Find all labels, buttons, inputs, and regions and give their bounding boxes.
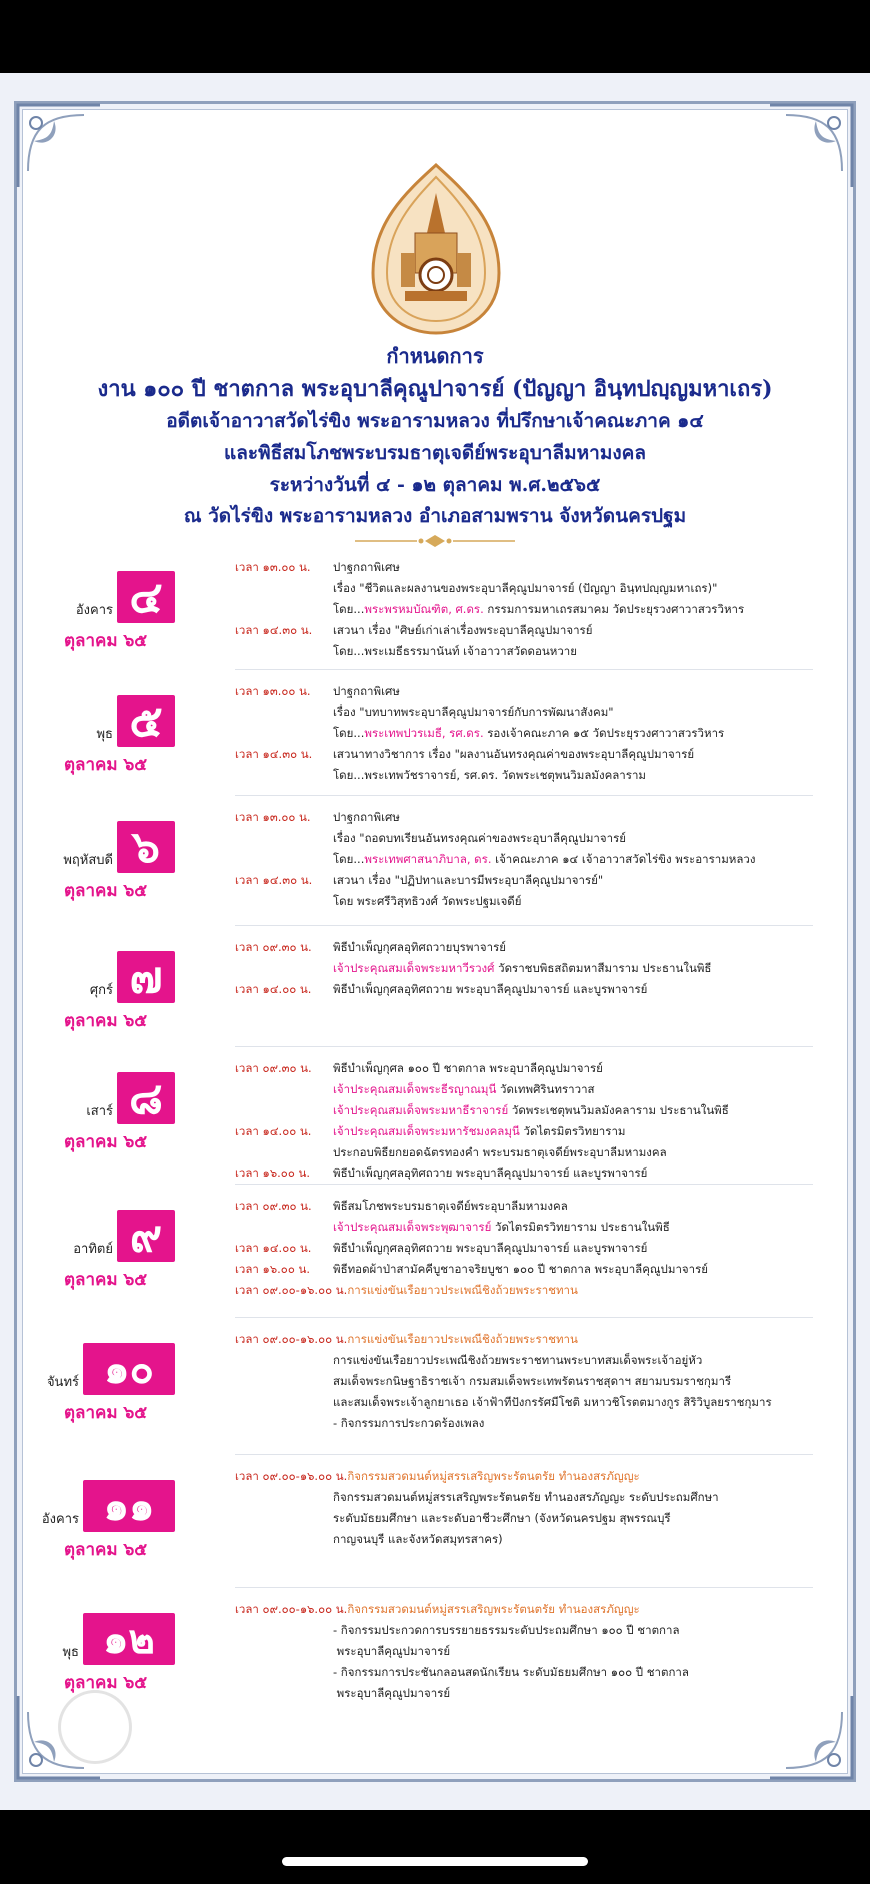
highlight-text: การแข่งขันเรือยาวประเพณีชิงถ้วยพระราชทาน — [347, 1283, 578, 1297]
schedule-line — [235, 1664, 689, 1680]
schedule-text: พิธีสมโภชพระบรมธาตุเจดีย์พระอุบาลีมหามงคล — [333, 1199, 568, 1213]
day-name: พฤหัสบดี — [63, 853, 113, 868]
schedule-line — [235, 1394, 772, 1410]
schedule-text: วัดพระเชตุพนวิมลมังคลาราม ประธานในพิธี — [508, 1103, 729, 1117]
month-label: ตุลาคม ๖๕ — [64, 881, 148, 901]
day-name: อาทิตย์ — [73, 1242, 113, 1257]
venue: ณ วัดไร่ขิง พระอารามหลวง อำเภอสามพราน จังหวัดนครปฐม — [183, 505, 687, 527]
schedule-text: เสวนา เรื่อง "ศิษย์เก่าเล่าเรื่องพระอุบาลีคุณูปมาจารย์ — [333, 623, 593, 637]
day-name: จันทร์ — [46, 1375, 79, 1390]
schedule-line — [235, 893, 522, 909]
schedule-line — [235, 1622, 680, 1638]
schedule-line — [235, 809, 400, 825]
schedule-line — [235, 1468, 640, 1484]
schedule-line — [235, 960, 711, 976]
day-number-badge: ๘ — [117, 1072, 175, 1124]
home-indicator[interactable] — [282, 1857, 588, 1866]
schedule-text: วัดไตรมิตรวิทยาราม — [519, 1124, 626, 1138]
time-label: เวลา ๑๔.๐๐ น. — [235, 1241, 312, 1255]
schedule-line — [235, 725, 724, 741]
schedule-text: โดย... — [333, 602, 365, 616]
time-label: เวลา ๐๙.๐๐-๑๖.๐๐ น. — [235, 1283, 348, 1297]
schedule-line — [235, 559, 400, 575]
time-label: เวลา ๑๖.๐๐ น. — [235, 1166, 311, 1180]
schedule-text: ปาฐกถาพิเศษ — [333, 684, 400, 698]
day-name: พุธ — [96, 727, 113, 742]
schedule-line — [235, 1102, 729, 1118]
schedule-line — [235, 1685, 450, 1701]
schedule-text: รองเจ้าคณะภาค ๑๕ วัดประยุรวงศาวาสวรวิหาร — [483, 726, 725, 740]
schedule-line — [235, 830, 626, 846]
separator — [235, 1184, 813, 1185]
day-number-badge: ๔ — [117, 571, 175, 623]
schedule-text: พิธีบำเพ็ญกุศลอุทิศถวายบุรพาจารย์ — [333, 940, 507, 954]
assistive-touch-button[interactable] — [58, 1690, 132, 1764]
month-label: ตุลาคม ๖๕ — [64, 1403, 148, 1423]
time-label: เวลา ๑๔.๓๐ น. — [235, 747, 313, 761]
schedule-line — [235, 643, 577, 659]
schedule-line — [235, 1643, 450, 1659]
schedule-line — [235, 1601, 640, 1617]
schedule-text: พระอุบาลีคุณูปมาจารย์ — [333, 1644, 451, 1658]
day-name: พุธ — [62, 1645, 79, 1660]
schedule-line — [235, 1123, 625, 1139]
schedule-text: - กิจกรรมการประกวดร้องเพลง — [333, 1416, 485, 1430]
schedule-text: โดย... — [333, 852, 365, 866]
schedule-line — [235, 851, 756, 867]
temple-logo-icon — [365, 163, 507, 335]
day-name: อังคาร — [41, 1512, 79, 1527]
highlight-text: พระเทพปวรเมธี, รศ.ดร. — [364, 726, 484, 740]
schedule-text: โดย... — [333, 726, 365, 740]
time-label: เวลา ๑๓.๐๐ น. — [235, 560, 311, 574]
time-label: เวลา ๐๙.๐๐-๑๖.๐๐ น. — [235, 1332, 348, 1346]
schedule-line — [235, 704, 614, 720]
time-label: เวลา ๑๔.๐๐ น. — [235, 982, 312, 996]
schedule-text: พิธีบำเพ็ญกุศลอุทิศถวาย พระอุบาลีคุณูปมาจารย์ และบูรพาจารย์ — [333, 1241, 648, 1255]
day-number-badge: ๑๐ — [83, 1343, 175, 1395]
highlight-text: การแข่งขันเรือยาวประเพณีชิงถ้วยพระราชทาน — [347, 1332, 578, 1346]
schedule-line — [235, 1219, 670, 1235]
schedule-text: โดย...พระเมธีธรรมานันท์ เจ้าอาวาสวัดดอนหวาย — [333, 644, 578, 658]
month-label: ตุลาคม ๖๕ — [64, 1540, 148, 1560]
schedule-text: สมเด็จพระกนิษฐาธิราชเจ้า กรมสมเด็จพระเทพรัตนราชสุดาฯ สยามบรมราชกุมารี — [333, 1374, 732, 1388]
schedule-text: พิธีบำเพ็ญกุศล ๑๐๐ ปี ชาตกาล พระอุบาลีคุณูปมาจารย์ — [333, 1061, 603, 1075]
separator — [235, 1046, 813, 1047]
ornament-divider-icon — [355, 534, 515, 548]
schedule-text: ปาฐกถาพิเศษ — [333, 560, 400, 574]
time-label: เวลา ๐๙.๐๐-๑๖.๐๐ น. — [235, 1469, 348, 1483]
schedule-text: และสมเด็จพระเจ้าลูกยาเธอ เจ้าฟ้าทีปังกรรัศมีโชติ มหาวชิโรตตมางกูร สิริวิบูลยราชกุมาร — [333, 1395, 772, 1409]
schedule-line — [235, 1261, 708, 1277]
separator — [235, 669, 813, 670]
schedule-line — [235, 746, 694, 762]
day-name: อังคาร — [75, 603, 113, 618]
month-label: ตุลาคม ๖๕ — [64, 1673, 148, 1693]
schedule-text: กาญจนบุรี และจังหวัดสมุทรสาคร) — [333, 1532, 503, 1546]
separator — [235, 1587, 813, 1588]
time-label: เวลา ๑๓.๐๐ น. — [235, 810, 311, 824]
schedule-text: โดย พระศรีวิสุทธิวงศ์ วัดพระปฐมเจดีย์ — [333, 894, 522, 908]
schedule-text: วัดเทพศิรินทราวาส — [496, 1082, 595, 1096]
schedule-text: วัดไตรมิตรวิทยาราม ประธานในพิธี — [491, 1220, 670, 1234]
highlight-text: พระพรหมบัณฑิต, ศ.ดร. — [364, 602, 484, 616]
highlight-text: กิจกรรมสวดมนต์หมู่สรรเสริญพระรัตนตรัย ทำนองสรภัญญะ — [347, 1469, 640, 1483]
schedule-text: ประกอบพิธียกยอดฉัตรทองคำ พระบรมธาตุเจดีย์พระอุบาลีมหามงคล — [333, 1145, 667, 1159]
day-number-badge: ๙ — [117, 1210, 175, 1262]
schedule-text: วัดราชบพิธสถิตมหาสีมาราม ประธานในพิธี — [494, 961, 712, 975]
subtitle-line: และพิธีสมโภชพระบรมธาตุเจดีย์พระอุบาลีมหามงคล — [224, 442, 646, 464]
schedule-text: พระอุบาลีคุณูปมาจารย์ — [333, 1686, 451, 1700]
schedule-text: เรื่อง "ชีวิตและผลงานของพระอุบาลีคุณูปมาจารย์ (ปัญญา อินฺทปญฺญมหาเถร)" — [333, 581, 718, 595]
schedule-text: กิจกรรมสวดมนต์หมู่สรรเสริญพระรัตนตรัย ทำนองสรภัญญะ ระดับประถมศึกษา — [333, 1490, 719, 1504]
day-number-badge: ๖ — [117, 821, 175, 873]
schedule-line — [235, 1198, 568, 1214]
schedule-line — [235, 872, 603, 888]
month-label: ตุลาคม ๖๕ — [64, 631, 148, 651]
schedule-text: เรื่อง "บทบาทพระอุบาลีคุณูปมาจารย์กับการพัฒนาสังคม" — [333, 705, 614, 719]
separator — [235, 1454, 813, 1455]
time-label: เวลา ๑๔.๓๐ น. — [235, 873, 313, 887]
ornament-corner-icon — [14, 101, 104, 191]
schedule-line — [235, 1415, 484, 1431]
schedule-line — [235, 1060, 603, 1076]
highlight-text: เจ้าประคุณสมเด็จพระธีรญาณมุนี — [333, 1082, 497, 1096]
ornament-corner-icon — [766, 1692, 856, 1782]
event-title: งาน ๑๐๐ ปี ชาตกาล พระอุบาลีคุณูปาจารย์ (ปัญญา อินฺทปญฺญมหาเถร) — [97, 376, 773, 402]
time-label: เวลา ๐๙.๐๐-๑๖.๐๐ น. — [235, 1602, 348, 1616]
schedule-text: พิธีบำเพ็ญกุศลอุทิศถวาย พระอุบาลีคุณูปมาจารย์ และบูรพาจารย์ — [333, 982, 648, 996]
schedule-line — [235, 1510, 671, 1526]
schedule-line — [235, 1331, 578, 1347]
separator — [235, 795, 813, 796]
highlight-text: กิจกรรมสวดมนต์หมู่สรรเสริญพระรัตนตรัย ทำนองสรภัญญะ — [347, 1602, 640, 1616]
schedule-text: เสวนาทางวิชาการ เรื่อง "ผลงานอันทรงคุณค่าของพระอุบาลีคุณูปมาจารย์ — [333, 747, 695, 761]
day-number-badge: ๕ — [117, 695, 175, 747]
schedule-text: การแข่งขันเรือยาวประเพณีชิงถ้วยพระราชทานพระบาทสมเด็จพระเจ้าอยู่หัว — [333, 1353, 703, 1367]
highlight-text: เจ้าประคุณสมเด็จพระมหาวีรวงศ์ — [333, 961, 495, 975]
day-number-badge: ๗ — [117, 951, 175, 1003]
month-label: ตุลาคม ๖๕ — [64, 1132, 148, 1152]
schedule-line — [235, 1352, 702, 1368]
month-label: ตุลาคม ๖๕ — [64, 1270, 148, 1290]
time-label: เวลา ๑๔.๐๐ น. — [235, 1124, 312, 1138]
schedule-text: พิธีทอดผ้าป่าสามัคคีบูชาอาจริยบูชา ๑๐๐ ปี ชาตกาล พระอุบาลีคุณูปมาจารย์ — [333, 1262, 709, 1276]
time-label: เวลา ๑๖.๐๐ น. — [235, 1262, 311, 1276]
day-name: เสาร์ — [86, 1104, 113, 1119]
ornament-corner-icon — [766, 101, 856, 191]
time-label: เวลา ๑๓.๐๐ น. — [235, 684, 311, 698]
day-number-badge: ๑๒ — [83, 1613, 175, 1665]
subtitle-line: อดีตเจ้าอาวาสวัดไร่ขิง พระอารามหลวง ที่ปรึกษาเจ้าคณะภาค ๑๔ — [166, 410, 704, 432]
schedule-line — [235, 1165, 647, 1181]
highlight-text: เจ้าประคุณสมเด็จพระพุฒาจารย์ — [333, 1220, 492, 1234]
schedule-text: - กิจกรรมการประชันกลอนสดนักเรียน ระดับมัธยมศึกษา ๑๐๐ ปี ชาตกาล — [333, 1665, 689, 1679]
schedule-line — [235, 601, 744, 617]
schedule-line — [235, 1282, 578, 1298]
schedule-text: เจ้าคณะภาค ๑๔ เจ้าอาวาสวัดไร่ขิง พระอารามหลวง — [491, 852, 756, 866]
schedule-text: ระดับมัธยมศึกษา และระดับอาชีวะศึกษา (จังหวัดนครปฐม สุพรรณบุรี — [333, 1511, 671, 1525]
schedule-text: ปาฐกถาพิเศษ — [333, 810, 400, 824]
highlight-text: เจ้าประคุณสมเด็จพระมหารัชมงคลมุนี — [333, 1124, 520, 1138]
schedule-line — [235, 981, 647, 997]
month-label: ตุลาคม ๖๕ — [64, 1011, 148, 1031]
schedule-text: โดย...พระเทพวัชราจารย์, รศ.ดร. วัดพระเชตุพนวิมลมังคลาราม — [333, 768, 646, 782]
schedule-line — [235, 622, 592, 638]
day-name: ศุกร์ — [89, 983, 113, 998]
schedule-line — [235, 1144, 667, 1160]
schedule-line — [235, 1531, 503, 1547]
schedule-text: พิธีบำเพ็ญกุศลอุทิศถวาย พระอุบาลีคุณูปมาจารย์ และบูรพาจารย์ — [333, 1166, 648, 1180]
schedule-line — [235, 1489, 719, 1505]
time-label: เวลา ๐๙.๓๐ น. — [235, 1199, 312, 1213]
highlight-text: พระเทพศาสนาภิบาล, ดร. — [364, 852, 492, 866]
schedule-text: เสวนา เรื่อง "ปฏิปทาและบารมีพระอุบาลีคุณูปมาจารย์" — [333, 873, 604, 887]
schedule-line — [235, 580, 717, 596]
schedule-line — [235, 1081, 595, 1097]
time-label: เวลา ๐๙.๓๐ น. — [235, 1061, 312, 1075]
highlight-text: เจ้าประคุณสมเด็จพระมหาธีราจารย์ — [333, 1103, 509, 1117]
poster — [0, 73, 870, 1810]
separator — [235, 925, 813, 926]
schedule-line — [235, 1240, 647, 1256]
schedule-line — [235, 939, 506, 955]
separator — [235, 1317, 813, 1318]
schedule-line — [235, 767, 646, 783]
date-range: ระหว่างวันที่ ๔ - ๑๒ ตุลาคม พ.ศ.๒๕๖๕ — [269, 474, 601, 496]
schedule-text: เรื่อง "ถอดบทเรียนอันทรงคุณค่าของพระอุบาลีคุณูปมาจารย์ — [333, 831, 626, 845]
schedule-text: กรรมการมหาเถรสมาคม วัดประยุรวงศาวาสวรวิหาร — [483, 602, 745, 616]
schedule-text: - กิจกรรมประกวดการบรรยายธรรมระดับประถมศึกษา ๑๐๐ ปี ชาตกาล — [333, 1623, 680, 1637]
schedule-line — [235, 683, 400, 699]
month-label: ตุลาคม ๖๕ — [64, 755, 148, 775]
time-label: เวลา ๐๙.๓๐ น. — [235, 940, 312, 954]
page-title: กำหนดการ — [386, 344, 484, 368]
day-number-badge: ๑๑ — [83, 1480, 175, 1532]
schedule-line — [235, 1373, 731, 1389]
time-label: เวลา ๑๔.๓๐ น. — [235, 623, 313, 637]
